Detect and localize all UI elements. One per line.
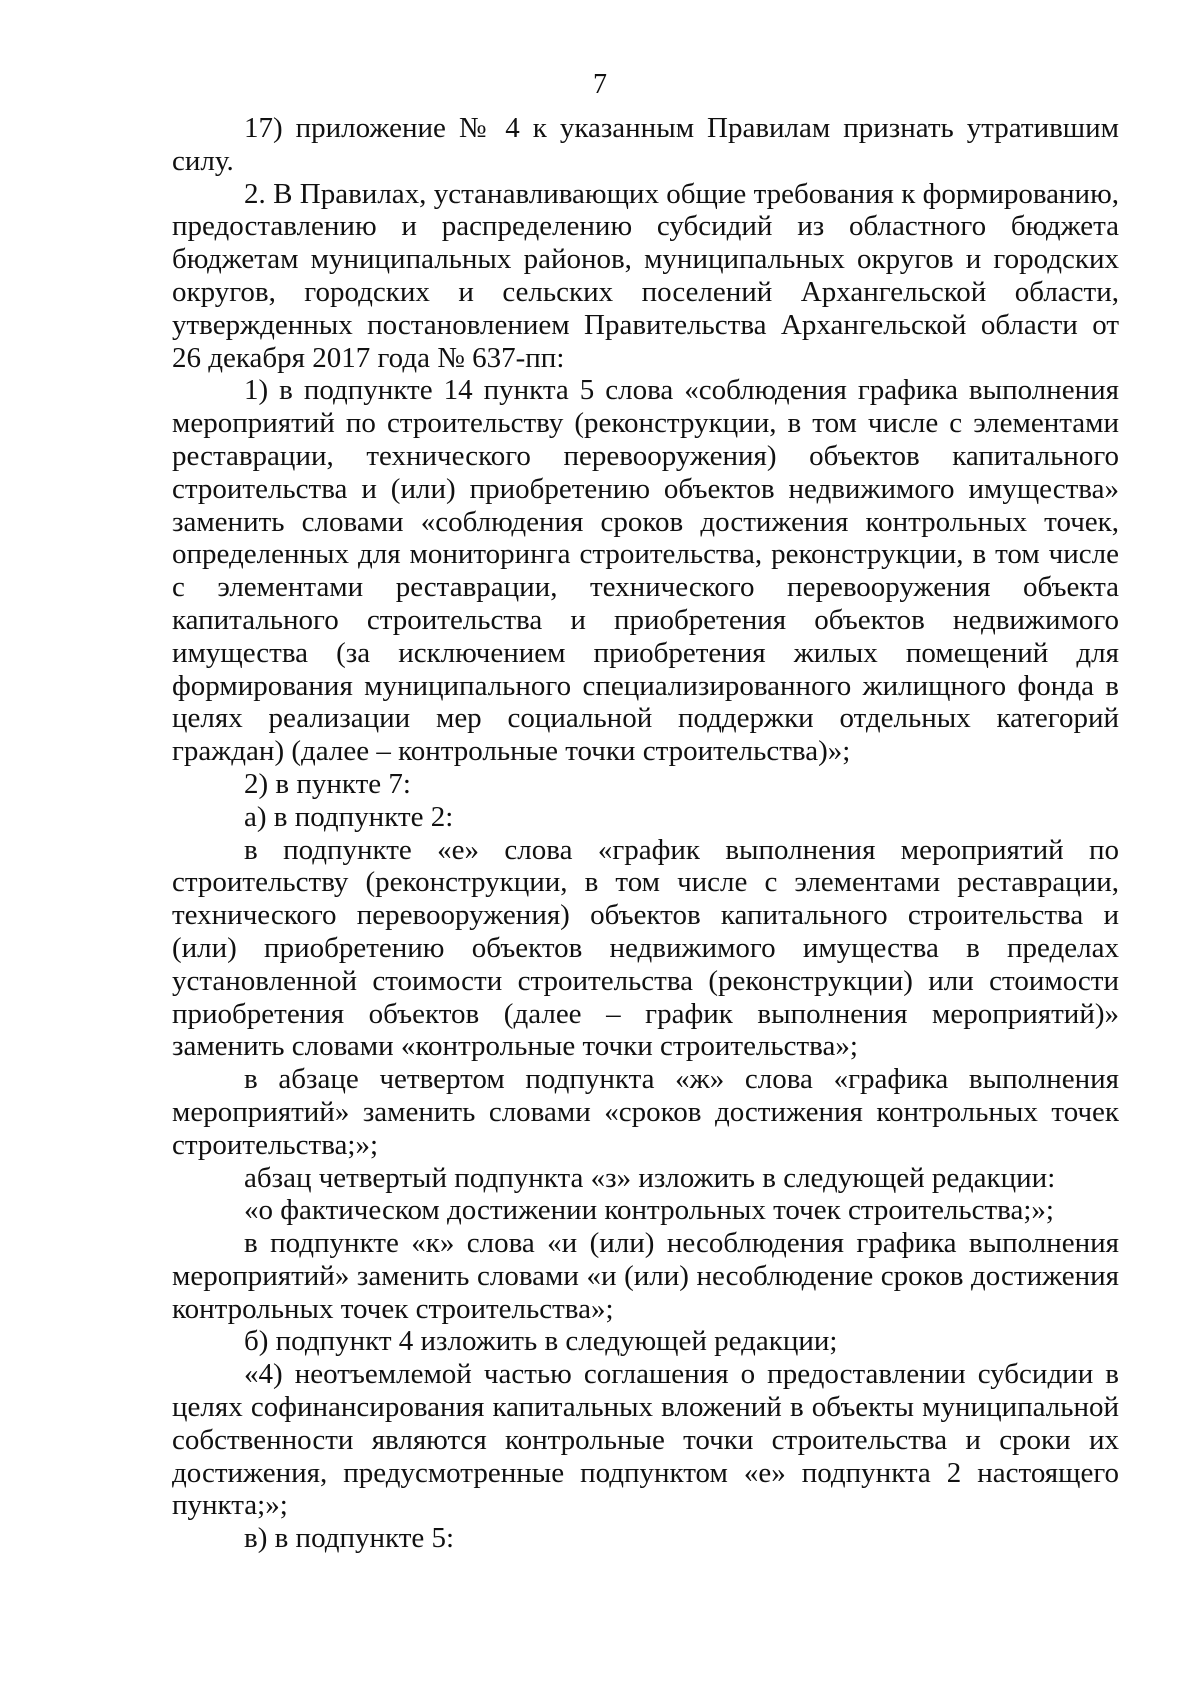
paragraph: в) в подпункте 5: — [244, 1522, 455, 1555]
paragraph: 2) в пункте 7: — [244, 767, 411, 800]
paragraph: в подпункте «к» слова «и (или) несоблюдения графика выполнения мероприятий» заменить словами «и (или) несоблюдение сроков достижения контрольных точек строительства»; — [172, 1227, 1119, 1325]
paragraph: в подпункте «е» слова «график выполнения мероприятий по строительству (реконструкции, в том числе с элементами реставрации, технического перевооружения) объектов капитального строительства и (или) приобретению объектов недвижимого имущества в пределах установленной стоимости строительства (реконструкции) или стоимости приобретения объектов (далее – график выполнения мероприятий)» заменить словами «контрольные точки строительства»; — [172, 833, 1119, 1063]
paragraph: б) подпункт 4 изложить в следующей редакции; — [244, 1325, 838, 1358]
paragraph: а) в подпункте 2: — [244, 800, 454, 833]
paragraph: «4) неотъемлемой частью соглашения о предоставлении субсидии в целях софинансирования капитальных вложений в объекты муниципальной собственности являются контрольные точки строительства и сроки их достижения, предусмотренные подпунктом «е» подпункта 2 настоящего пункта;»; — [172, 1358, 1119, 1522]
paragraph: абзац четвертый подпункта «з» изложить в следующей редакции: — [244, 1161, 1056, 1194]
paragraph: «о фактическом достижении контрольных точек строительства;»; — [244, 1194, 1054, 1227]
paragraph: 17) приложение № 4 к указанным Правилам признать утратившим силу. — [172, 112, 1119, 177]
page-number: 7 — [593, 69, 607, 100]
paragraph: в абзаце четвертом подпункта «ж» слова «графика выполнения мероприятий» заменить словами «сроков достижения контрольных точек строительства;»; — [172, 1063, 1119, 1161]
paragraph: 2. В Правилах, устанавливающих общие требования к формированию, предоставлению и распределению субсидий из областного бюджета бюджетам муниципальных районов, муниципальных округов и городских округов, городских и сельских поселений Архангельской области, утвержденных постановлением Правительства Архангельской области от 26 декабря 2017 года № 637-пп: — [172, 177, 1119, 374]
document-body — [172, 112, 1119, 1555]
paragraph: 1) в подпункте 14 пункта 5 слова «соблюдения графика выполнения мероприятий по строительству (реконструкции, в том числе с элементами реставрации, технического перевооружения) объектов капитального строительства и (или) приобретению объектов недвижимого имущества» заменить словами «соблюдения сроков достижения контрольных точек, определенных для мониторинга строительства, реконструкции, в том числе с элементами реставрации, технического перевооружения объекта капитального строительства и приобретения объектов недвижимого имущества (за исключением приобретения жилых помещений для формирования муниципального специализированного жилищного фонда в целях реализации мер социальной поддержки отдельных категорий граждан) (далее – контрольные точки строительства)»; — [172, 374, 1119, 768]
